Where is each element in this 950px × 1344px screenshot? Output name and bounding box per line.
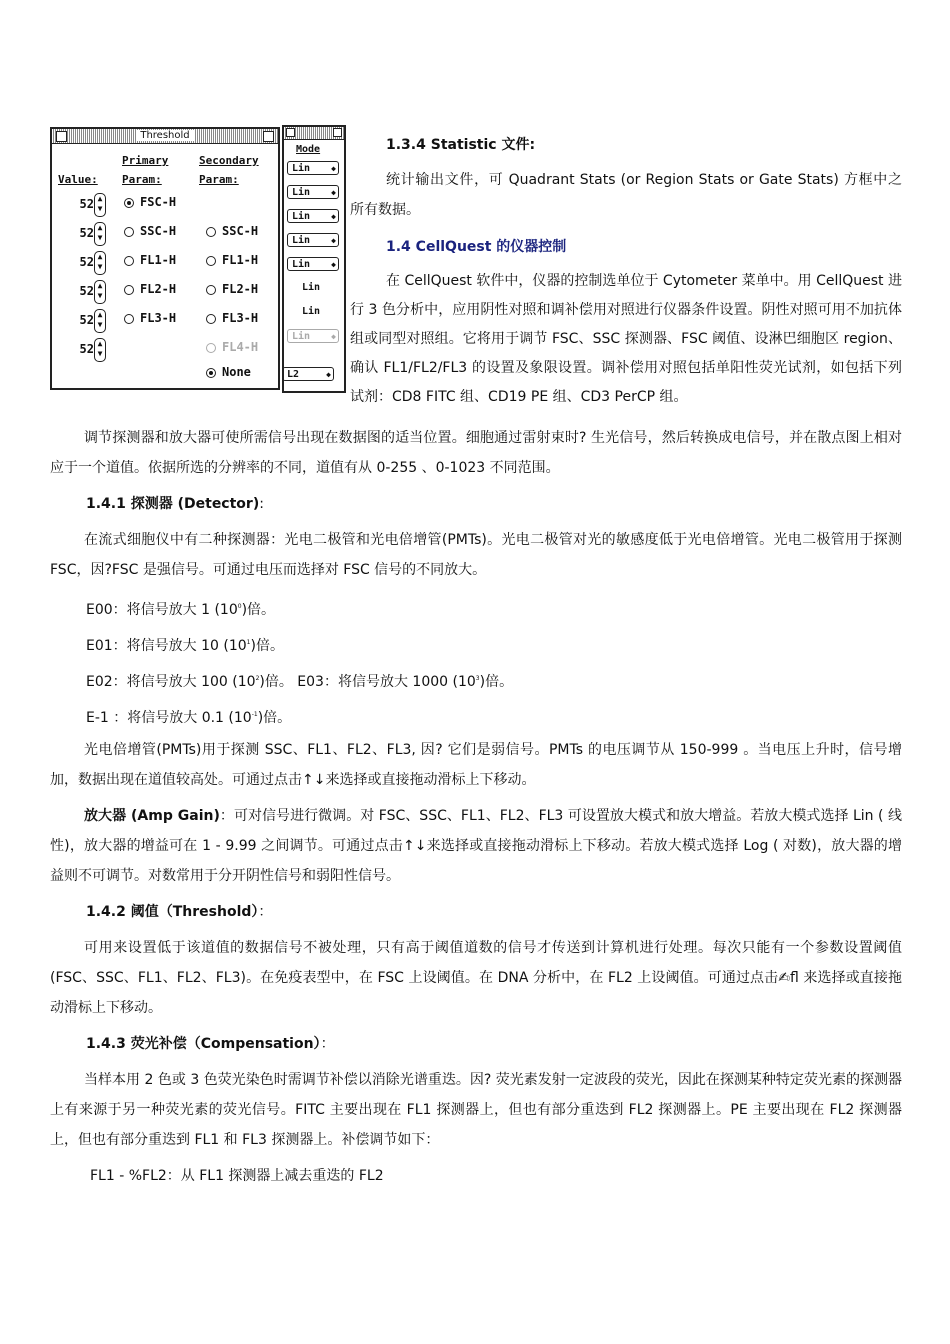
e02-exponent: 2 bbox=[255, 675, 260, 682]
threshold-row bbox=[52, 363, 278, 387]
threshold-value: 52 bbox=[79, 284, 94, 298]
threshold-row bbox=[52, 193, 278, 217]
e03-tail: )倍。 bbox=[479, 674, 514, 690]
mode-titlebar bbox=[284, 127, 344, 140]
e00-exponent: 0 bbox=[237, 603, 242, 610]
threshold-value: 52 bbox=[79, 226, 94, 240]
value-stepper[interactable]: ▲ ▼ bbox=[94, 309, 106, 333]
zoom-box-icon[interactable] bbox=[333, 128, 342, 137]
amp-bold: 放大器 (Amp Gain) bbox=[84, 808, 220, 824]
paragraph-adjust: 调节探测器和放大器可使所需信号出现在数据图的适当位置。细胞通过雷射束时? 生光信号，然后转换成电信号，并在散点图上相对应于一个道值。依据所选的分辨率的不同，道值有从 0-255 、0-1023 不同范围。 bbox=[50, 430, 902, 476]
primary-radio-fl2[interactable] bbox=[124, 285, 134, 295]
em1-text: E-1 ：将信号放大 0.1 (10 bbox=[86, 710, 252, 726]
value-header: Value: bbox=[58, 173, 98, 186]
mode-select[interactable]: L2 ◆ bbox=[282, 367, 334, 381]
paragraph-compensation: 当样本用 2 色或 3 色荧光染色时需调节补偿以消除光谱重迭。因? 荧光素发射一定波段的荧光，因此在探测某种特定荧光素的探测器上有来源于另一种荧光素的荧光信号。FITC 主要出现在 FL1 探测器上，但也有部分重迭到 FL2 探测器上。PE 主要出现在 FL2 探测器上，但也有部分重迭到 FL1 和 FL3 探测器上。补偿调节如下： bbox=[50, 1072, 902, 1148]
primary-radio-fsc[interactable] bbox=[124, 198, 134, 208]
paragraph-statistic: 统计输出文件，可 Quadrant Stats (or Region Stats or Gate Stats) 方框中之所有数据。 bbox=[350, 172, 902, 218]
value-stepper[interactable]: ▲ ▼ bbox=[94, 193, 106, 217]
heading-1-4-3 bbox=[86, 1034, 335, 1054]
threshold-row bbox=[52, 309, 278, 333]
e00-text: E00：将信号放大 1 (10 bbox=[86, 602, 238, 618]
primary-label: FL1-H bbox=[140, 253, 177, 267]
secondary-label: SSC-H bbox=[222, 224, 259, 238]
paragraph-pmt: 光电倍增管(PMTs)用于探测 SSC、FL1、FL2、FL3, 因? 它们是弱信号。PMTs 的电压调节从 150-999 。当电压上升时，信号增加，数据出现在道值较高处。可通过点击↑↓来选择或直接拖动滑标上下移动。 bbox=[50, 742, 902, 788]
heading-1-4-1-text: 1.4.1 探测器 (Detector) bbox=[86, 496, 260, 512]
threshold-titlebar bbox=[52, 129, 278, 144]
secondary-label: FL4-H bbox=[222, 340, 259, 354]
mode-select[interactable]: Lin ◆ bbox=[287, 161, 339, 175]
e01-exponent: 1 bbox=[246, 639, 251, 646]
value-stepper[interactable]: ▲ ▼ bbox=[94, 251, 106, 275]
secondary-radio-fl4 bbox=[206, 343, 216, 353]
primary-header-2: Param: bbox=[122, 173, 162, 186]
e02-text: E02：将信号放大 100 (10 bbox=[86, 674, 256, 690]
paragraph-cellquest: 在 CellQuest 软件中，仪器的控制选单位于 Cytometer 菜单中。用 CellQuest 进行 3 色分析中，应用阴性对照和调补偿用对照进行仪器条件设置。阴性对照可用不加抗体组或同型对照组。它将用于调节 FSC、SSC 探测器、FSC 阈值、设淋巴细胞区 region、确认 FL1/FL2/FL3 的设置及象限设置。调补偿用对照包括单阳性荧光试剂，如包括下列试剂：CD8 FITC 组、CD19 PE 组、CD3 PerCP 组。 bbox=[350, 273, 902, 405]
heading-1-4-2-text: 1.4.2 阈值（Threshold） bbox=[86, 904, 259, 920]
heading-1-4-3-text: 1.4.3 荧光补偿（Compensation） bbox=[86, 1036, 321, 1052]
threshold-row bbox=[52, 280, 278, 304]
threshold-value: 52 bbox=[79, 313, 94, 327]
paragraph-detector: 在流式细胞仪中有二种探测器：光电二极管和光电倍增管(PMTs)。光电二极管对光的敏感度低于光电倍增管。光电二极管用于探测 FSC，因?FSC 是强信号。可通过电压而选择对 FSC 信号的不同放大。 bbox=[50, 532, 902, 578]
line-fl1: FL1 - %FL2：从 FL1 探测器上减去重迭的 FL2 bbox=[90, 1168, 384, 1184]
threshold-row bbox=[52, 338, 278, 362]
e01-text: E01：将信号放大 10 (10 bbox=[86, 638, 247, 654]
threshold-title: Threshold bbox=[136, 130, 193, 141]
mode-text: Lin bbox=[302, 306, 321, 317]
line-e02-e03 bbox=[86, 669, 513, 692]
mode-header: Mode bbox=[296, 144, 321, 155]
threshold-value: 52 bbox=[79, 342, 94, 356]
secondary-radio-none[interactable] bbox=[206, 368, 216, 378]
primary-header-1: Primary bbox=[122, 154, 169, 167]
zoom-box-icon[interactable] bbox=[263, 131, 274, 142]
em1-tail: )倍。 bbox=[257, 710, 292, 726]
secondary-label: FL1-H bbox=[222, 253, 259, 267]
mode-panel bbox=[282, 125, 346, 393]
heading-1-4-1 bbox=[86, 494, 264, 514]
e02-tail: )倍。 E03：将信号放大 1000 (10 bbox=[259, 674, 476, 690]
primary-label: FL2-H bbox=[140, 282, 177, 296]
line-em1 bbox=[86, 705, 291, 728]
heading-1-4-3-tail: ： bbox=[320, 1036, 335, 1052]
mode-select[interactable]: Lin ◆ bbox=[287, 233, 339, 247]
line-e01 bbox=[86, 633, 284, 656]
primary-radio-fl3[interactable] bbox=[124, 314, 134, 324]
amp-text: ：可对信号进行微调。对 FSC、SSC、FL1、FL2、FL3 可设置放大模式和放大增益。若放大模式选择 Lin ( 线性)，放大器的增益可在 1 - 9.99 之间调节。可通过点击↑↓来选择或直接拖动滑标上下移动。若放大模式选择 Log ( 对数)，放大器的增益则不可调节。对数常用于分开阴性信号和弱阳性信号。 bbox=[50, 808, 902, 884]
value-stepper[interactable]: ▲ ▼ bbox=[94, 280, 106, 304]
threshold-dialog bbox=[50, 127, 280, 390]
close-box-icon[interactable] bbox=[56, 131, 67, 142]
primary-label: SSC-H bbox=[140, 224, 177, 238]
primary-label: FSC-H bbox=[140, 195, 177, 209]
e03-exponent: 3 bbox=[475, 675, 480, 682]
mode-text: Lin bbox=[302, 282, 321, 293]
threshold-value: 52 bbox=[79, 255, 94, 269]
em1-exponent: -1 bbox=[251, 711, 258, 718]
heading-1-4-1-tail: : bbox=[259, 496, 264, 512]
secondary-label: FL2-H bbox=[222, 282, 259, 296]
secondary-label: FL3-H bbox=[222, 311, 259, 325]
secondary-header-1: Secondary bbox=[199, 154, 259, 167]
line-e00 bbox=[86, 597, 275, 620]
close-box-icon[interactable] bbox=[286, 128, 295, 137]
mode-select-disabled: Lin ◆ bbox=[287, 329, 339, 343]
paragraph-amp bbox=[50, 801, 902, 891]
threshold-row bbox=[52, 251, 278, 275]
heading-1-4-2-tail: ： bbox=[258, 904, 273, 920]
e01-tail: )倍。 bbox=[250, 638, 284, 654]
primary-label: FL3-H bbox=[140, 311, 177, 325]
mode-select[interactable]: Lin ◆ bbox=[287, 209, 339, 223]
secondary-radio-ssc[interactable] bbox=[206, 227, 216, 237]
secondary-radio-fl2[interactable] bbox=[206, 285, 216, 295]
heading-1-4-2 bbox=[86, 902, 272, 922]
primary-radio-ssc[interactable] bbox=[124, 227, 134, 237]
heading-1-4: 1.4 CellQuest 的仪器控制 bbox=[386, 239, 567, 255]
secondary-header-2: Param: bbox=[199, 173, 239, 186]
heading-1-3-4: 1.3.4 Statistic 文件: bbox=[386, 137, 536, 153]
secondary-radio-fl1[interactable] bbox=[206, 256, 216, 266]
value-stepper[interactable]: ▲ ▼ bbox=[94, 222, 106, 246]
secondary-label: None bbox=[222, 365, 251, 379]
paragraph-threshold: 可用来设置低于该道值的数据信号不被处理，只有高于阈值道数的信号才传送到计算机进行处理。每次只能有一个参数设置阈值 (FSC、SSC、FL1、FL2、FL3)。在免疫表型中，在 FSC 上设阈值。在 DNA 分析中，在 FL2 上设阈值。可通过点击✍fl 来选择或直接拖动滑标上下移动。 bbox=[50, 940, 902, 1016]
primary-radio-fl1[interactable] bbox=[124, 256, 134, 266]
mode-select[interactable]: Lin ◆ bbox=[287, 185, 339, 199]
threshold-value: 52 bbox=[79, 197, 94, 211]
value-stepper[interactable]: ▲ ▼ bbox=[94, 338, 106, 362]
secondary-radio-fl3[interactable] bbox=[206, 314, 216, 324]
e00-tail: )倍。 bbox=[241, 602, 276, 618]
threshold-row bbox=[52, 222, 278, 246]
mode-select[interactable]: Lin ◆ bbox=[287, 257, 339, 271]
